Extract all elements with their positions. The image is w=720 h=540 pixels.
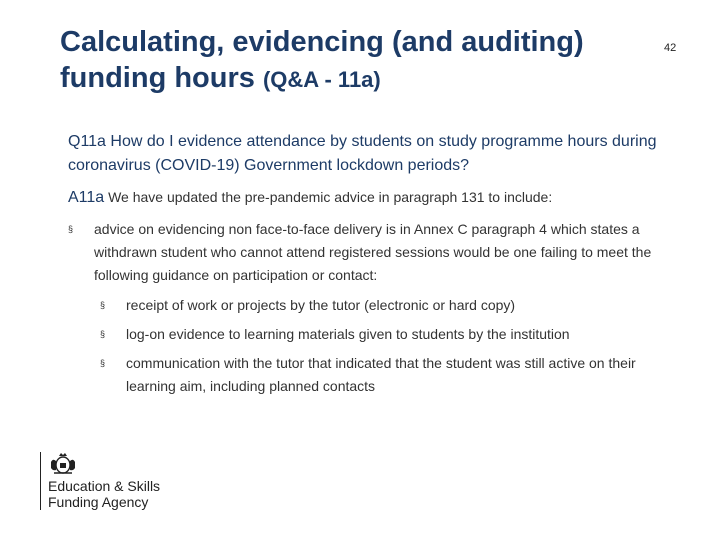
question-text: Q11a How do I evidence attendance by students on study programme hours during coronavirus (COVID-19) Government lockdown periods? xyxy=(68,133,657,174)
answer-label: A11a xyxy=(68,189,105,206)
slide-title xyxy=(60,24,660,98)
answer-intro xyxy=(68,186,668,209)
bullet-marker: § xyxy=(68,224,74,234)
slide-title-code: (Q&A - 11a) xyxy=(262,67,381,92)
slide-title-main: Calculating, evidencing (and auditing) funding hours xyxy=(60,26,584,94)
sub-bullet-marker: § xyxy=(100,300,106,310)
bullet-text: advice on evidencing non face-to-face delivery is in Annex C paragraph 4 which states a withdrawn student who cannot attend registered sessions would be one failing to meet the following guidance on participation or contact: xyxy=(94,221,652,283)
page-number: 42 xyxy=(664,42,677,54)
agency-name: Education & Skills Funding Agency xyxy=(48,478,161,510)
sub-bullet-marker: § xyxy=(100,358,106,368)
answer-intro-text: We have updated the pre-pandemic advice in paragraph 131 to include: xyxy=(104,189,553,205)
sub-bullet-text: communication with the tutor that indicated that the student was still active on their learning aim, including planned contacts xyxy=(126,355,636,394)
sub-bullet-text: receipt of work or projects by the tutor (electronic or hard copy) xyxy=(126,297,516,313)
royal-crest-icon xyxy=(48,452,78,481)
sub-bullet-marker: § xyxy=(100,329,106,339)
sub-bullet-text: log-on evidence to learning materials given to students by the institution xyxy=(126,326,570,342)
agency-logo xyxy=(40,452,180,512)
logo-divider xyxy=(40,452,41,510)
